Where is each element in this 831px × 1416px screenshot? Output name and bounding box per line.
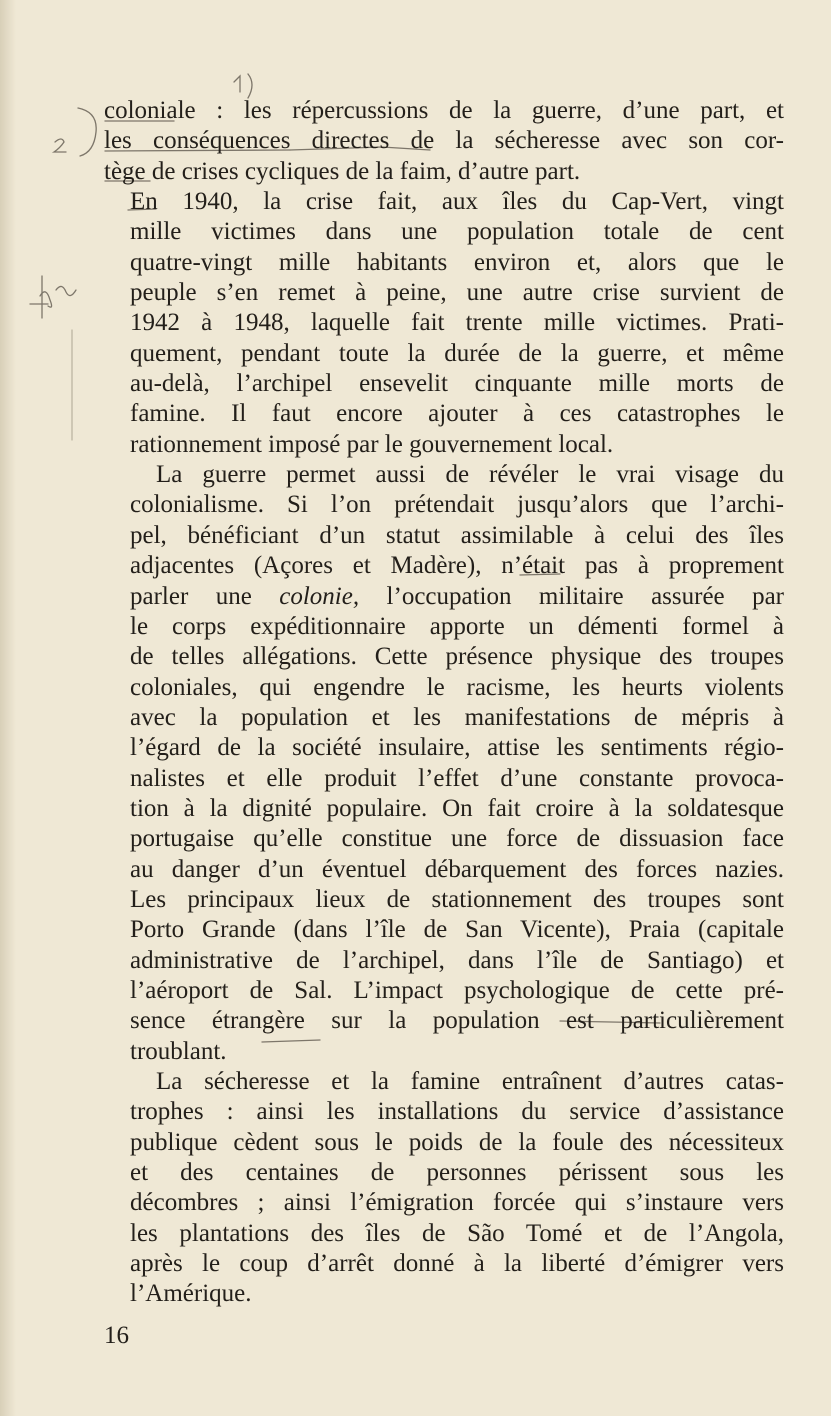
text-line: coloniales, qui engendre le racisme, les heurts violents: [130, 673, 784, 701]
text-line: peuple s’en remet à peine, une autre crise survient de: [130, 279, 784, 307]
text-line: l’égard de la société insulaire, attise les sentiments régio-: [130, 734, 784, 762]
text-line: le corps expéditionnaire apporte un démenti formel à: [130, 612, 784, 640]
paragraph: [104, 1067, 784, 1310]
text-line: l’aéroport de Sal. L’impact psychologique de cette pré-: [130, 976, 784, 1004]
text-line: colonialisme. Si l’on prétendait jusqu’alors que l’archi-: [130, 491, 784, 519]
text-line: famine. Il faut encore ajouter à ces catastrophes le: [130, 400, 784, 428]
text-line: coloniale : les répercussions de la guerre, d’une part, et: [104, 97, 784, 124]
text-line: publique cèdent sous le poids de la foule des nécessiteux: [130, 1128, 784, 1156]
text-line: au-delà, l’archipel ensevelit cinquante mille morts de: [130, 370, 784, 398]
page-number: 16: [104, 1322, 129, 1349]
text-line: l’Amérique.: [130, 1280, 252, 1308]
text-line: portugaise qu’elle constitue une force de dissuasion face: [130, 825, 784, 853]
paragraph: [104, 96, 784, 187]
text-line: mille victimes dans une population totale de cent: [130, 218, 784, 246]
text-line: avec la population et les manifestations de mépris à: [130, 703, 784, 731]
text-line: Porto Grande (dans l’île de San Vicente), Praia (capitale: [130, 916, 784, 944]
text-line: nalistes et elle produit l’effet d’une constante provoca-: [130, 764, 784, 792]
paragraph: [104, 460, 784, 1067]
text-line: les plantations des îles de São Tomé et de l’Angola,: [130, 1219, 784, 1247]
text-line: de telles allégations. Cette présence physique des troupes: [130, 643, 784, 671]
text-line: 1942 à 1948, laquelle fait trente mille victimes. Prati-: [130, 309, 784, 337]
text-line: après le coup d’arrêt donné à la liberté d’émigrer vers: [130, 1250, 784, 1278]
text-line: rationnement imposé par le gouvernement local.: [130, 430, 614, 458]
text-line: adjacentes (Açores et Madère), n’était pas à proprement: [130, 552, 784, 580]
body-text: [104, 96, 784, 1310]
text-line: les conséquences directes de la sécheresse avec son cor-: [104, 127, 784, 155]
text-line: La sécheresse et la famine entraînent d’autres catas-: [156, 1068, 784, 1095]
text-line: sence étrangère sur la population est particulièrement: [130, 1007, 784, 1035]
text-line: au danger d’un éventuel débarquement des forces nazies.: [130, 855, 784, 883]
text-line: administrative de l’archipel, dans l’île de Santiago) et: [130, 946, 784, 974]
text-line: tion à la dignité populaire. On fait croire à la soldatesque: [130, 794, 784, 822]
paragraph: [104, 187, 784, 460]
text-line: décombres ; ainsi l’émigration forcée qui s’instaure vers: [130, 1189, 784, 1217]
text-line: parler une colonie, l’occupation militaire assurée par: [130, 582, 784, 610]
text-line: tège de crises cycliques de la faim, d’autre part.: [104, 157, 581, 185]
text-line: trophes : ainsi les installations du service d’assistance: [130, 1098, 784, 1126]
text-line: troublant.: [130, 1037, 227, 1065]
text-line: et des centaines de personnes périssent sous les: [130, 1159, 784, 1187]
text-line: La guerre permet aussi de révéler le vrai visage du: [156, 461, 784, 489]
text-line: quatre-vingt mille habitants environ et, alors que le: [130, 248, 784, 276]
text-line: En 1940, la crise fait, aux îles du Cap-Vert, vingt: [130, 188, 784, 216]
text-line: Les principaux lieux de stationnement des troupes sont: [130, 885, 784, 913]
text-line: pel, bénéficiant d’un statut assimilable à celui des îles: [130, 521, 784, 549]
text-line: quement, pendant toute la durée de la guerre, et même: [130, 339, 784, 367]
